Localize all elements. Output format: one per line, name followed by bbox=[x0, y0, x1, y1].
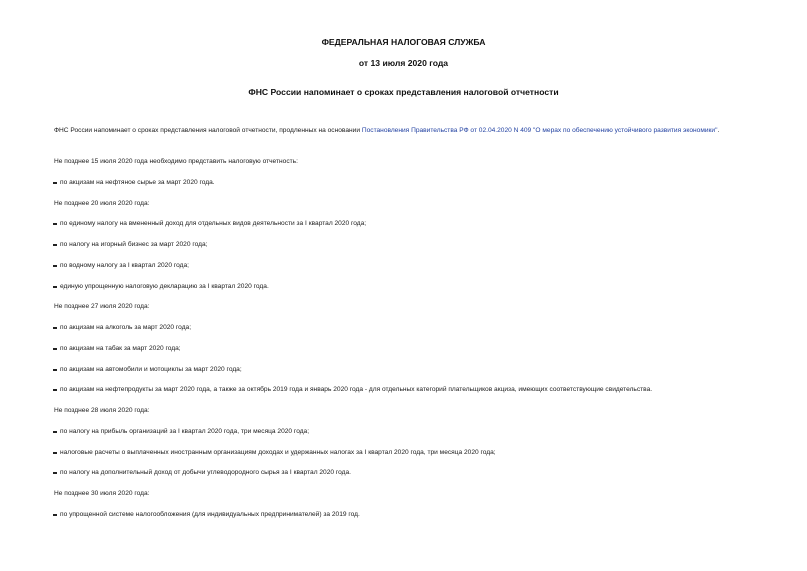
list-item bbox=[53, 386, 652, 393]
bullet-icon bbox=[53, 452, 57, 454]
line-text: Не позднее 30 июля 2020 года: bbox=[54, 490, 150, 497]
list-item bbox=[53, 283, 269, 290]
bullet-icon bbox=[53, 223, 57, 225]
deadline-heading bbox=[54, 407, 150, 414]
line-text: Не позднее 28 июля 2020 года: bbox=[54, 407, 150, 414]
line-text: единую упрощенную налоговую декларацию за I квартал 2020 года. bbox=[60, 282, 269, 290]
line-text: Не позднее 20 июля 2020 года: bbox=[54, 199, 150, 207]
line-text: по акцизам на автомобили и мотоциклы за март 2020 года; bbox=[60, 365, 242, 373]
line-text: налоговые расчеты о выплаченных иностранным организациям доходах и удержанных налогах за I квартал 2020 года, три месяца 2020 года; bbox=[60, 448, 496, 456]
agency-heading: ФЕДЕРАЛЬНАЯ НАЛОГОВАЯ СЛУЖБА bbox=[321, 37, 486, 47]
list-item bbox=[53, 469, 351, 476]
line-text: по акцизам на табак за март 2020 года; bbox=[60, 344, 181, 352]
line-text: по налогу на игорный бизнес за март 2020 года; bbox=[60, 241, 208, 248]
line-text: по упрощенной системе налогообложения (для индивидуальных предпринимателей) за 2019 год. bbox=[60, 510, 360, 518]
deadline-heading bbox=[54, 303, 150, 310]
bullet-icon bbox=[53, 244, 57, 246]
list-item bbox=[53, 345, 181, 352]
deadline-heading bbox=[54, 490, 150, 497]
intro-tail: . bbox=[717, 127, 720, 134]
bullet-icon bbox=[53, 389, 57, 391]
list-item bbox=[53, 220, 366, 227]
line-text: по водному налогу за I квартал 2020 года; bbox=[60, 261, 189, 269]
bullet-icon bbox=[53, 327, 57, 329]
list-item bbox=[53, 449, 496, 456]
line-text: по единому налогу на вмененный доход для отдельных видов деятельности за I квартал 2020 года; bbox=[60, 220, 367, 228]
deadline-heading bbox=[54, 158, 298, 165]
list-item bbox=[53, 179, 215, 186]
bullet-icon bbox=[53, 472, 57, 474]
line-text: Не позднее 15 июля 2020 года необходимо представить налоговую отчетность: bbox=[54, 158, 298, 165]
deadline-heading bbox=[54, 200, 150, 207]
document-title: ФНС России напоминает о сроках представления налоговой отчетности bbox=[248, 87, 559, 97]
line-text: по акцизам на нефтепродукты за март 2020 года, а также за октябрь 2019 года и январь 2020 года - для отдельных категорий плательщиков акциза, имеющих соответствующие свидетельства. bbox=[60, 386, 653, 394]
list-item bbox=[53, 511, 360, 518]
bullet-icon bbox=[53, 265, 57, 267]
list-item bbox=[53, 241, 207, 248]
intro-paragraph bbox=[40, 125, 768, 136]
bullet-icon bbox=[53, 431, 57, 433]
bullet-icon bbox=[53, 348, 57, 350]
list-item bbox=[53, 428, 309, 435]
list-item bbox=[53, 262, 189, 269]
bullet-icon bbox=[53, 514, 57, 516]
line-text: по налогу на дополнительный доход от добычи углеводородного сырья за I квартал 2020 года. bbox=[60, 469, 352, 477]
resolution-link[interactable]: Постановления Правительства РФ от 02.04.2020 N 409 "О мерах по обеспечению устойчивого развития экономики" bbox=[361, 127, 718, 134]
bullet-icon bbox=[53, 286, 57, 288]
list-item bbox=[53, 366, 242, 373]
date-heading: от 13 июля 2020 года bbox=[358, 58, 449, 68]
list-item bbox=[53, 324, 191, 331]
bullet-icon bbox=[53, 182, 57, 184]
bullet-icon bbox=[53, 369, 57, 371]
line-text: по налогу на прибыль организаций за I квартал 2020 года, три месяца 2020 года; bbox=[60, 427, 310, 435]
intro-text: ФНС России напоминает о сроках представления налоговой отчетности, продленных на основании bbox=[54, 127, 362, 134]
line-text: по акцизам на нефтяное сырье за март 2020 года. bbox=[60, 178, 215, 186]
line-text: по акцизам на алкоголь за март 2020 года; bbox=[60, 324, 192, 331]
line-text: Не позднее 27 июля 2020 года: bbox=[54, 303, 150, 311]
